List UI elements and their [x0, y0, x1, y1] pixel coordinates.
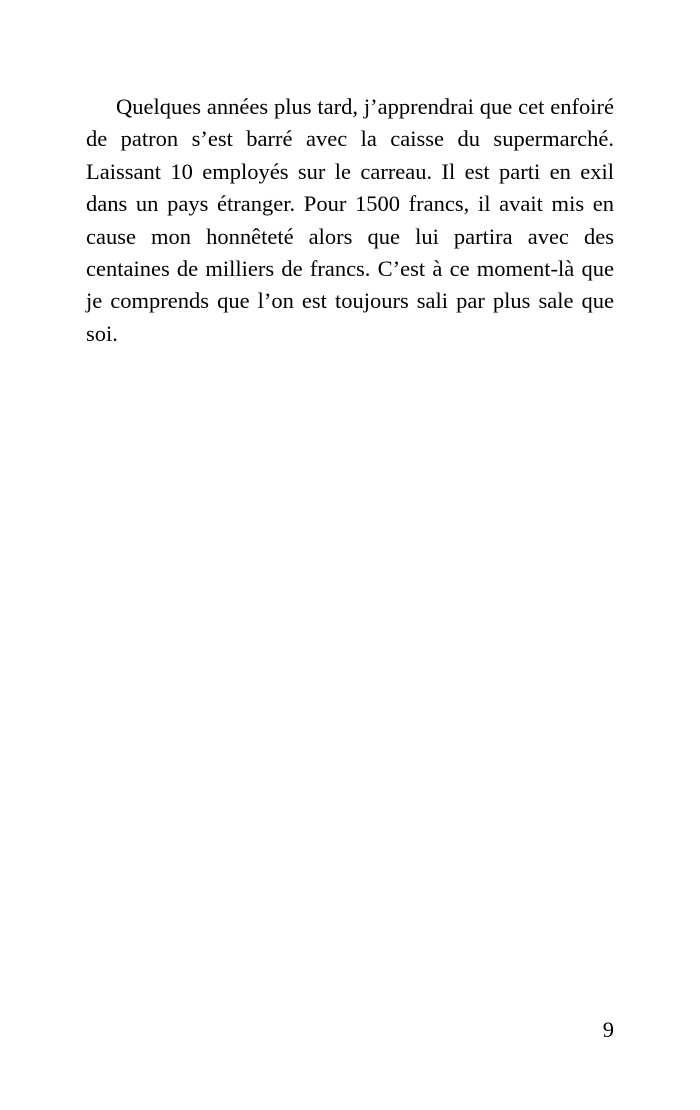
body-paragraph: Quelques années plus tard, j’apprendrai que cet enfoiré de patron s’est barré avec la caisse du supermarché. Laissant 10 employés sur le carreau. Il est parti en exil dans un pays étranger. Pour 1500 francs, il avait mis en cause mon honnêteté alors que lui partira avec des centaines de milliers de francs. C’est à ce moment-là que je comprends que l’on est toujours sali par plus sale que soi.	[86, 94, 614, 346]
page-number: 9	[602, 1017, 614, 1042]
